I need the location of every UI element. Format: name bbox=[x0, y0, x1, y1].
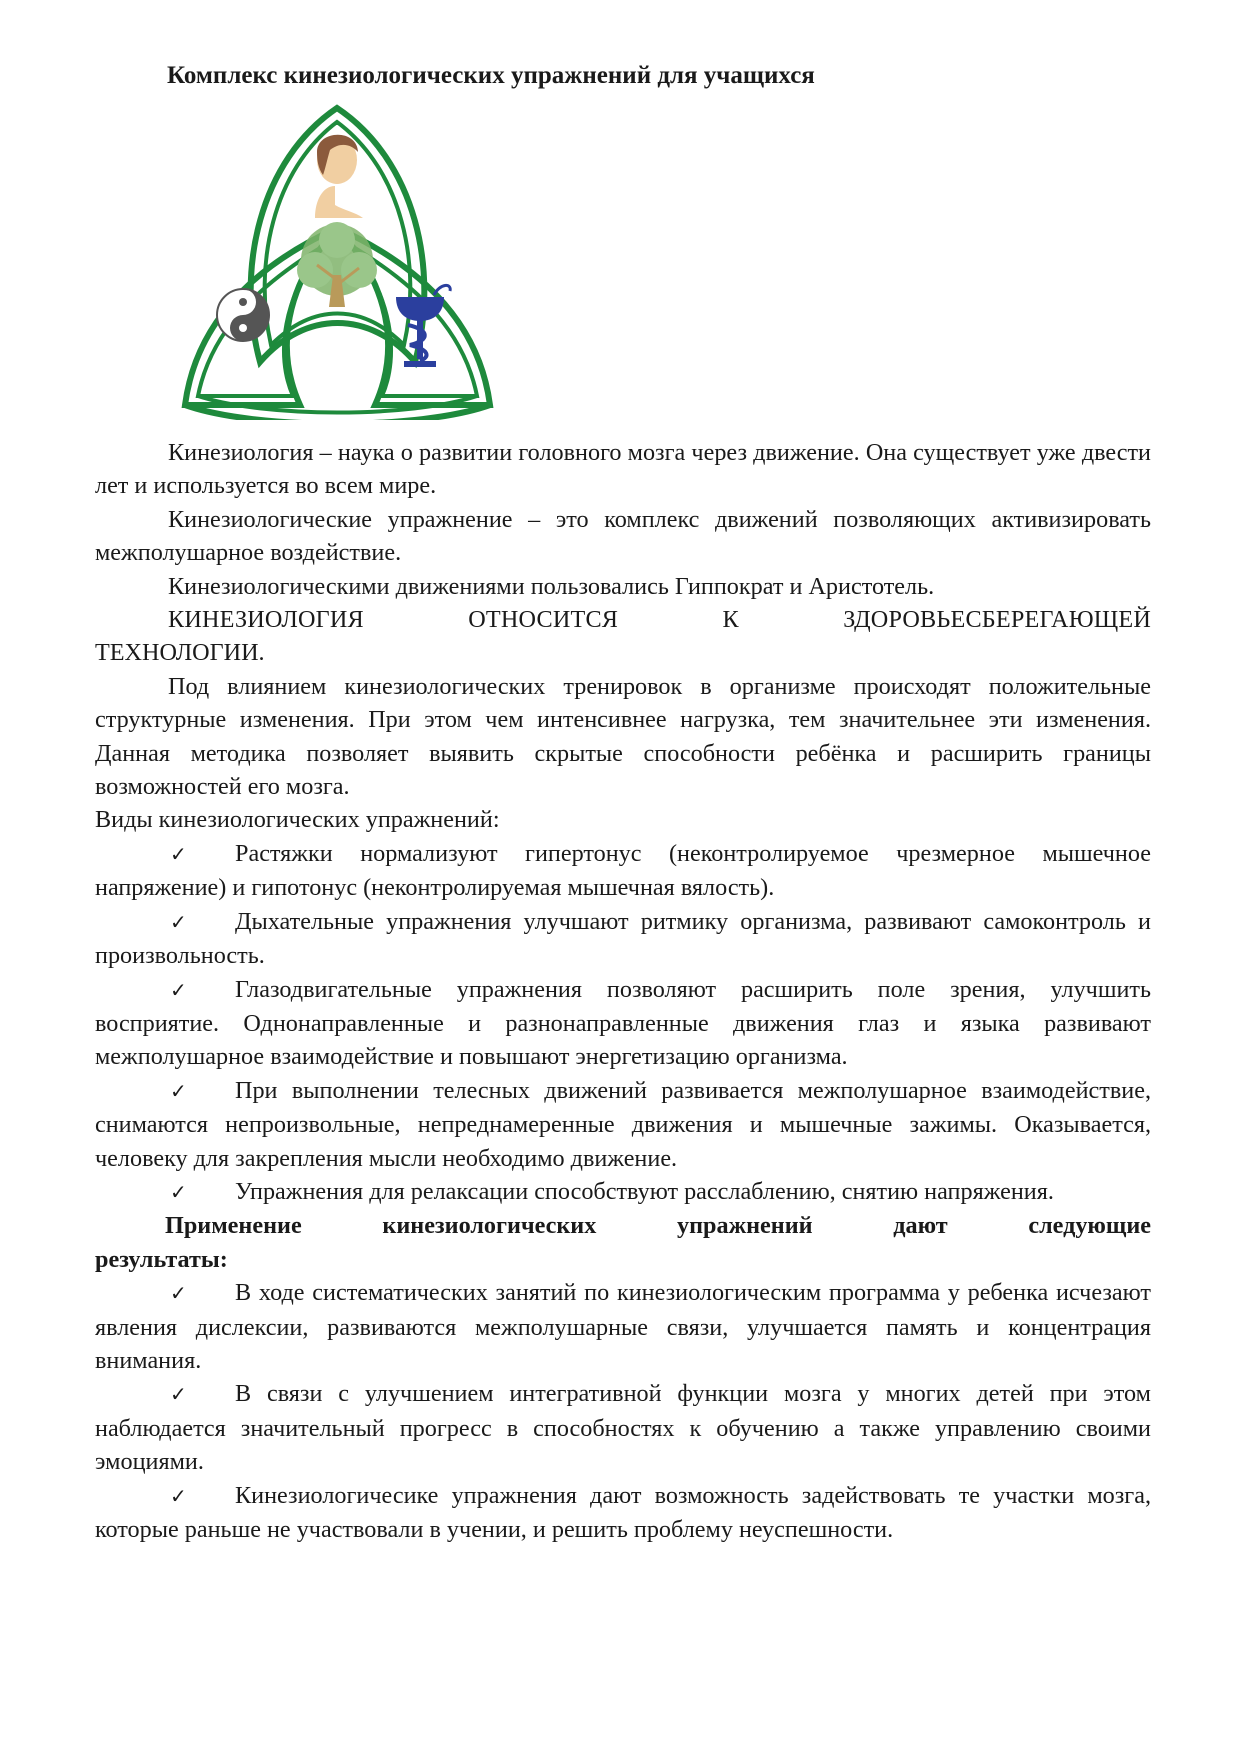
list-item: ✓ Растяжки нормализуют гипертонус (неконтролируемое чрезмерное мышечное напряжение) и гипотонус (неконтролируемая мышечная вялость). bbox=[95, 839, 1151, 902]
check-icon: ✓ bbox=[170, 1078, 187, 1103]
history-paragraph: Кинезиологическими движениями пользовались Гиппократ и Аристотель. bbox=[168, 572, 935, 600]
yin-yang-icon bbox=[217, 289, 269, 341]
list-item: ✓ Глазодвигательные упражнения позволяют расширить поле зрения, улучшить восприятие. Однонаправленные и разнонаправленные движения глаз и языка развивают межполушарное взаимодействие и повышают энергетизацию организма. bbox=[95, 975, 1151, 1071]
definition-paragraph: Кинезиологические упражнение – это комплекс движений позволяющих активизировать межполушарное воздействие. bbox=[95, 505, 1151, 567]
results-heading-end: результаты: bbox=[95, 1245, 228, 1273]
caps-statement-line1: КИНЕЗИОЛОГИЯ ОТНОСИТСЯ К ЗДОРОВЬЕСБЕРЕГАЮЩЕЙ bbox=[168, 606, 1151, 634]
intro-paragraph: Кинезиология – наука о развитии головного мозга через движение. Она существует уже двести лет и используется во всем мире. bbox=[95, 439, 1151, 500]
head-icon bbox=[315, 135, 363, 218]
check-icon: ✓ bbox=[170, 1483, 187, 1508]
page-title: Комплекс кинезиологических упражнений для учащихся bbox=[167, 62, 815, 89]
check-icon: ✓ bbox=[170, 909, 187, 934]
list-item: ✓ Кинезиологичесике упражнения дают возможность задействовать те участки мозга, которые раньше не участвовали в учении, и решить проблему неуспешности. bbox=[95, 1481, 1151, 1543]
check-icon: ✓ bbox=[170, 1382, 187, 1407]
list-item: ✓ В связи с улучшением интегративной функции мозга у многих детей при этом наблюдается значительный прогресс в способностях к обучению а также управлению своими эмоциями. bbox=[95, 1380, 1151, 1476]
training-paragraph: Под влиянием кинезиологических тренировок в организме происходят положительные структурные изменения. При этом чем интенсивнее нагрузка, тем значительнее эти изменения. Данная методика позволяет выявить скрытые способности ребёнка и расширить границы возможностей его мозга. bbox=[95, 672, 1151, 801]
check-icon: ✓ bbox=[170, 977, 187, 1002]
check-icon: ✓ bbox=[170, 1281, 187, 1306]
list-item: ✓ В ходе систематических занятий по кинезиологическим программа у ребенка исчезают явления дислексии, развиваются межполушарные связи, улучшается память и концентрация внимания. bbox=[95, 1279, 1151, 1374]
list-item: ✓ Дыхательные упражнения улучшают ритмику организма, развивают самоконтроль и произвольность. bbox=[95, 907, 1151, 970]
document-body bbox=[95, 436, 1151, 1546]
check-icon: ✓ bbox=[170, 1179, 187, 1204]
list-item: ✓ При выполнении телесных движений развивается межполушарное взаимодействие, снимаются непроизвольные, непреднамеренные движения и мышечные зажимы. Оказывается, человеку для закрепления мысли необходимо движение. bbox=[95, 1076, 1151, 1172]
tree-icon bbox=[297, 222, 377, 307]
types-heading: Виды кинезиологических упражнений: bbox=[95, 806, 500, 834]
list-item: ✓ Упражнения для релаксации способствуют расслаблению, снятию напряжения. bbox=[95, 1175, 1151, 1209]
check-icon: ✓ bbox=[170, 841, 187, 866]
results-heading: Применение кинезиологических упражнений дают следующие bbox=[165, 1212, 1151, 1240]
caps-statement-line2: ТЕХНОЛОГИИ. bbox=[95, 639, 265, 667]
triquetra-logo bbox=[165, 100, 510, 420]
